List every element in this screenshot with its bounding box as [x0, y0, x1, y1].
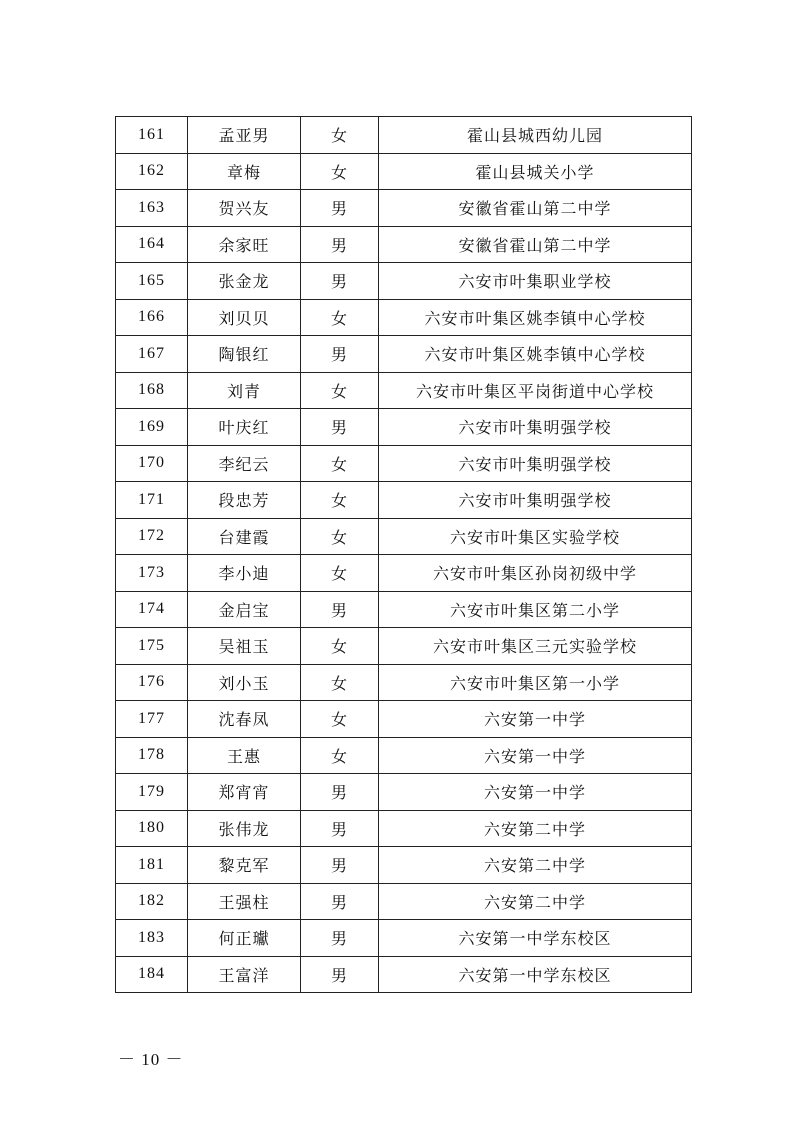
gender: 男	[301, 336, 379, 373]
person-name: 陶银红	[188, 336, 301, 373]
table-row	[116, 956, 692, 993]
gender: 女	[301, 628, 379, 665]
row-number: 164	[116, 226, 188, 263]
gender: 女	[301, 664, 379, 701]
gender: 女	[301, 555, 379, 592]
row-number: 167	[116, 336, 188, 373]
table-row	[116, 409, 692, 446]
school-name: 六安第一中学	[379, 774, 692, 811]
row-number: 174	[116, 591, 188, 628]
row-number: 178	[116, 737, 188, 774]
school-name: 安徽省霍山第二中学	[379, 190, 692, 227]
gender: 男	[301, 810, 379, 847]
table-row	[116, 482, 692, 519]
person-name: 章梅	[188, 153, 301, 190]
row-number: 182	[116, 883, 188, 920]
school-name: 六安市叶集区姚李镇中心学校	[379, 336, 692, 373]
person-name: 叶庆红	[188, 409, 301, 446]
gender: 女	[301, 482, 379, 519]
table-row	[116, 701, 692, 738]
table-row	[116, 810, 692, 847]
row-number: 176	[116, 664, 188, 701]
gender: 男	[301, 190, 379, 227]
table-row	[116, 518, 692, 555]
gender: 男	[301, 226, 379, 263]
table-row	[116, 737, 692, 774]
person-name: 黎克军	[188, 847, 301, 884]
row-number: 163	[116, 190, 188, 227]
person-name: 刘小玉	[188, 664, 301, 701]
row-number: 179	[116, 774, 188, 811]
school-name: 六安市叶集区姚李镇中心学校	[379, 299, 692, 336]
gender: 男	[301, 409, 379, 446]
person-name: 段忠芳	[188, 482, 301, 519]
school-name: 六安第二中学	[379, 810, 692, 847]
row-number: 170	[116, 445, 188, 482]
person-name: 贺兴友	[188, 190, 301, 227]
school-name: 六安市叶集区三元实验学校	[379, 628, 692, 665]
table-row	[116, 591, 692, 628]
table-row	[116, 190, 692, 227]
gender: 女	[301, 117, 379, 154]
row-number: 175	[116, 628, 188, 665]
table-row	[116, 445, 692, 482]
person-name: 何正瓛	[188, 920, 301, 957]
school-name: 六安第一中学	[379, 737, 692, 774]
school-name: 六安市叶集区第二小学	[379, 591, 692, 628]
table-row	[116, 372, 692, 409]
row-number: 161	[116, 117, 188, 154]
person-name: 刘贝贝	[188, 299, 301, 336]
roster-table	[115, 116, 692, 993]
gender: 女	[301, 153, 379, 190]
row-number: 168	[116, 372, 188, 409]
school-name: 六安第一中学东校区	[379, 956, 692, 993]
school-name: 六安市叶集区孙岗初级中学	[379, 555, 692, 592]
school-name: 霍山县城关小学	[379, 153, 692, 190]
school-name: 六安市叶集明强学校	[379, 445, 692, 482]
table-row	[116, 117, 692, 154]
person-name: 沈春凤	[188, 701, 301, 738]
table-row	[116, 299, 692, 336]
table-row	[116, 336, 692, 373]
school-name: 六安市叶集明强学校	[379, 409, 692, 446]
school-name: 六安第二中学	[379, 847, 692, 884]
gender: 女	[301, 372, 379, 409]
gender: 女	[301, 299, 379, 336]
row-number: 173	[116, 555, 188, 592]
table-row	[116, 628, 692, 665]
row-number: 183	[116, 920, 188, 957]
person-name: 张伟龙	[188, 810, 301, 847]
gender: 男	[301, 263, 379, 300]
school-name: 六安市叶集区实验学校	[379, 518, 692, 555]
row-number: 165	[116, 263, 188, 300]
person-name: 王惠	[188, 737, 301, 774]
roster-table-body	[116, 117, 692, 993]
school-name: 安徽省霍山第二中学	[379, 226, 692, 263]
row-number: 181	[116, 847, 188, 884]
gender: 女	[301, 518, 379, 555]
table-row	[116, 847, 692, 884]
school-name: 六安市叶集区第一小学	[379, 664, 692, 701]
row-number: 184	[116, 956, 188, 993]
table-row	[116, 226, 692, 263]
school-name: 霍山县城西幼儿园	[379, 117, 692, 154]
person-name: 孟亚男	[188, 117, 301, 154]
gender: 男	[301, 591, 379, 628]
table-row	[116, 883, 692, 920]
row-number: 169	[116, 409, 188, 446]
gender: 女	[301, 737, 379, 774]
person-name: 李小迪	[188, 555, 301, 592]
person-name: 李纪云	[188, 445, 301, 482]
row-number: 177	[116, 701, 188, 738]
school-name: 六安第二中学	[379, 883, 692, 920]
gender: 女	[301, 445, 379, 482]
row-number: 171	[116, 482, 188, 519]
table-row	[116, 774, 692, 811]
person-name: 金启宝	[188, 591, 301, 628]
row-number: 180	[116, 810, 188, 847]
person-name: 张金龙	[188, 263, 301, 300]
row-number: 162	[116, 153, 188, 190]
person-name: 刘青	[188, 372, 301, 409]
page-number: － 10 －	[118, 1050, 184, 1069]
gender: 男	[301, 956, 379, 993]
person-name: 王富洋	[188, 956, 301, 993]
gender: 男	[301, 883, 379, 920]
table-row	[116, 664, 692, 701]
school-name: 六安市叶集职业学校	[379, 263, 692, 300]
person-name: 余家旺	[188, 226, 301, 263]
table-row	[116, 153, 692, 190]
person-name: 郑宵宵	[188, 774, 301, 811]
school-name: 六安市叶集区平岗街道中心学校	[379, 372, 692, 409]
gender: 男	[301, 774, 379, 811]
school-name: 六安第一中学	[379, 701, 692, 738]
row-number: 172	[116, 518, 188, 555]
person-name: 吴祖玉	[188, 628, 301, 665]
school-name: 六安第一中学东校区	[379, 920, 692, 957]
person-name: 台建霞	[188, 518, 301, 555]
row-number: 166	[116, 299, 188, 336]
table-row	[116, 555, 692, 592]
gender: 男	[301, 847, 379, 884]
table-row	[116, 263, 692, 300]
person-name: 王强柱	[188, 883, 301, 920]
gender: 女	[301, 701, 379, 738]
school-name: 六安市叶集明强学校	[379, 482, 692, 519]
table-row	[116, 920, 692, 957]
gender: 男	[301, 920, 379, 957]
